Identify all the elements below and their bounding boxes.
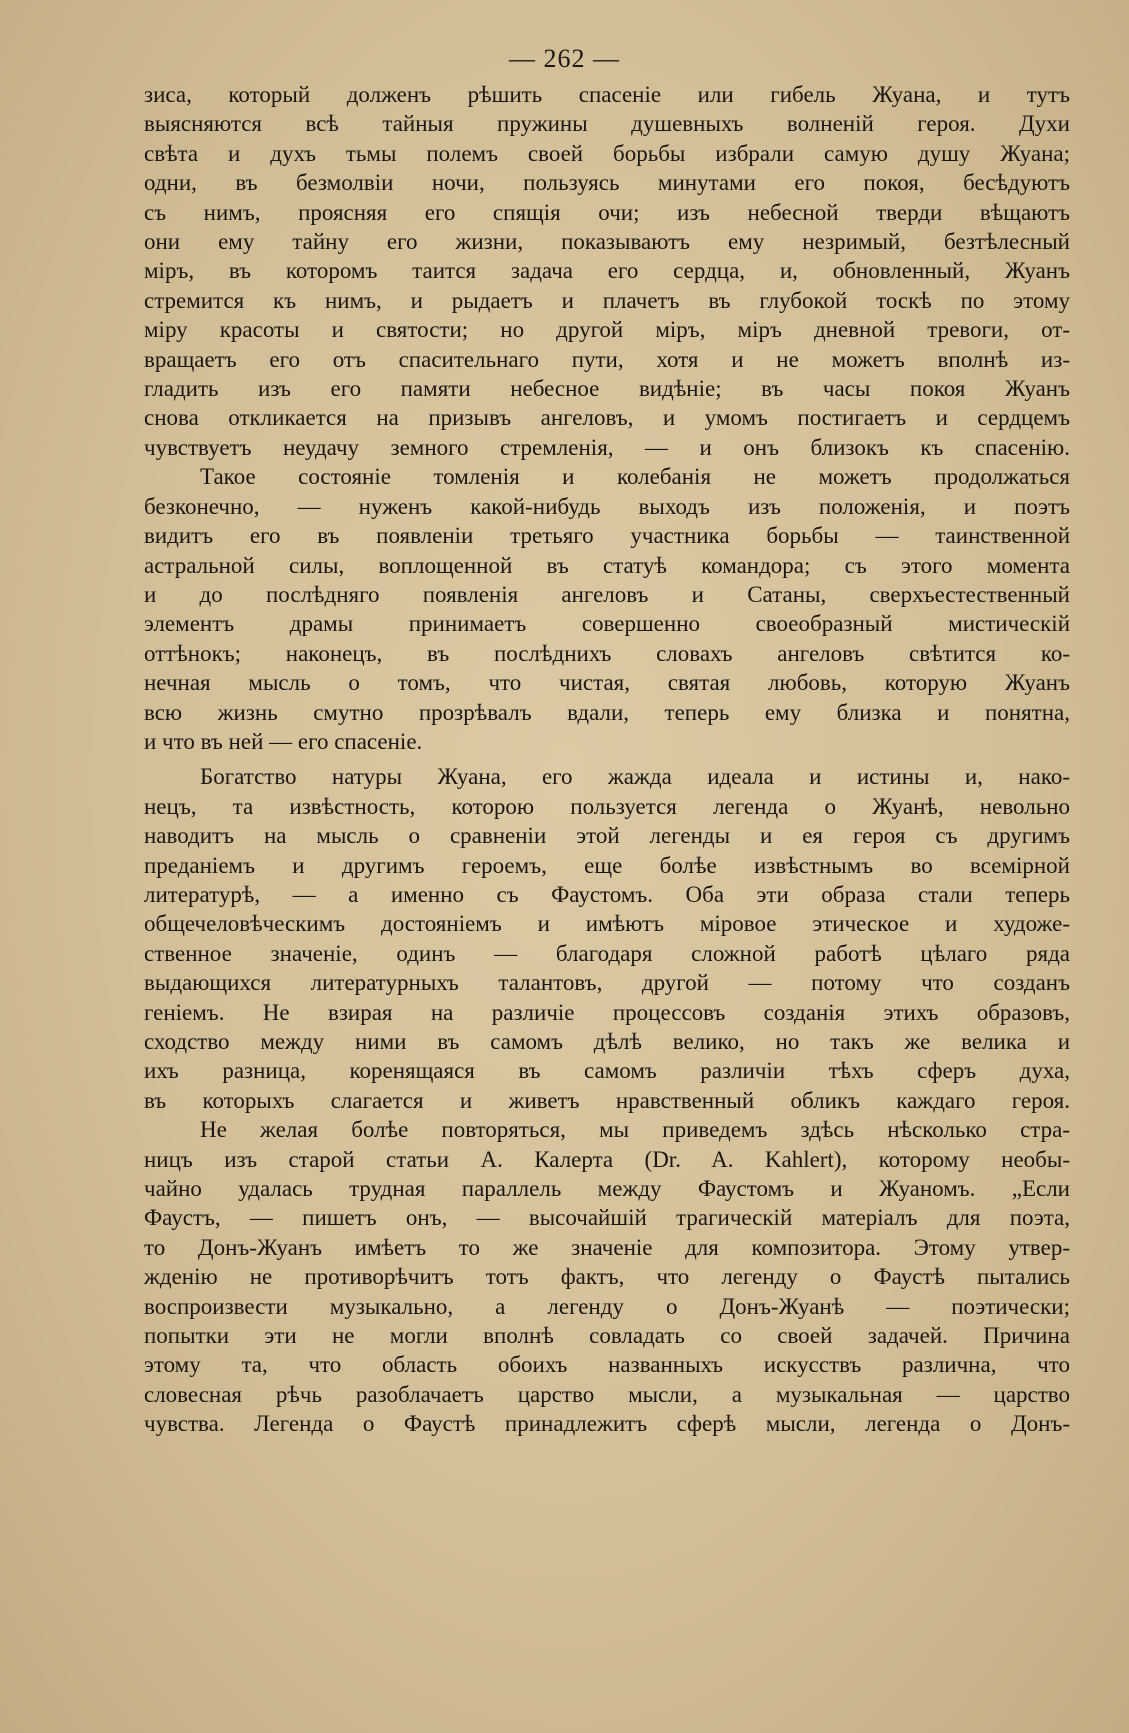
paragraph-2 bbox=[144, 462, 1070, 756]
text-line: Фаустъ, — пишетъ онъ, — высочайшій трагическій матеріалъ для поэта, bbox=[144, 1205, 1070, 1231]
text-line: вращаетъ его отъ спасительнаго пути, хотя и не можетъ вполнѣ из- bbox=[144, 346, 1070, 372]
text-line: словесная рѣчь разоблачаетъ царство мысли, а музыкальная — царство bbox=[144, 1381, 1070, 1407]
text-line: нецъ, та извѣстность, которою пользуется легенда о Жуанѣ, невольно bbox=[144, 793, 1070, 819]
text-line: съ нимъ, проясняя его спящія очи; изъ небесной тверди вѣщаютъ bbox=[144, 199, 1070, 225]
text-line: наводитъ на мысль о сравненіи этой легенды и ея героя съ другимъ bbox=[144, 823, 1070, 849]
text-line: чувства. Легенда о Фаустѣ принадлежитъ сферѣ мысли, легенда о Донъ- bbox=[144, 1411, 1070, 1437]
text-line: воспроизвести музыкально, а легенду о Донъ-Жуанѣ — поэтически; bbox=[144, 1293, 1070, 1319]
text-line: геніемъ. Не взирая на различіе процессовъ созданія этихъ образовъ, bbox=[144, 999, 1070, 1025]
text-line: выясняются всѣ тайныя пружины душевныхъ волненій героя. Духи bbox=[144, 111, 1070, 137]
text-line: ницъ изъ старой статьи А. Калерта (Dr. A. Kahlert), которому необы- bbox=[144, 1146, 1070, 1172]
text-line: нечная мысль о томъ, что чистая, святая любовь, которую Жуанъ bbox=[144, 670, 1070, 696]
text-line: видитъ его въ появленіи третьяго участника борьбы — таинственной bbox=[144, 523, 1070, 549]
text-line: свѣта и духъ тьмы полемъ своей борьбы избрали самую душу Жуана; bbox=[144, 140, 1070, 166]
text-line: Такое состояніе томленія и колебанія не можетъ продолжаться bbox=[200, 464, 1070, 490]
text-line: всю жизнь смутно прозрѣвалъ вдали, теперь ему близка и понятна, bbox=[144, 699, 1070, 725]
text-line: они ему тайну его жизни, показываютъ ему незримый, безтѣлесный bbox=[144, 229, 1070, 255]
text-line: жденію не противорѣчитъ тотъ фактъ, что легенду о Фаустѣ пытались bbox=[144, 1264, 1070, 1290]
text-line: попытки эти не могли вполнѣ совладать со своей задачей. Причина bbox=[144, 1323, 1070, 1349]
text-line: гладить изъ его памяти небесное видѣніе; въ часы покоя Жуанъ bbox=[144, 376, 1070, 402]
text-line: и до послѣдняго появленія ангеловъ и Сатаны, сверхъестественный bbox=[144, 581, 1070, 607]
text-line: въ которыхъ слагается и живетъ нравственный обликъ каждаго героя. bbox=[144, 1087, 1070, 1113]
text-line: ственное значеніе, одинъ — благодаря сложной работѣ цѣлаго ряда bbox=[144, 940, 1070, 966]
page-number: — 262 — bbox=[509, 44, 620, 73]
text-line: одни, въ безмолвіи ночи, пользуясь минутами его покоя, бесѣдуютъ bbox=[144, 170, 1070, 196]
text-line: литературѣ, — а именно съ Фаустомъ. Оба эти образа стали теперь bbox=[144, 881, 1070, 907]
text-line: зиса, который долженъ рѣшить спасеніе или гибель Жуана, и тутъ bbox=[144, 82, 1070, 107]
text-line: то Донъ-Жуанъ имѣетъ то же значеніе для композитора. Этому утвер- bbox=[144, 1234, 1070, 1260]
text-line: чайно удалась трудная параллель между Фаустомъ и Жуаномъ. „Если bbox=[144, 1176, 1070, 1202]
text-line: чувствуетъ неудачу земного стремленія, — и онъ близокъ къ спасенію. bbox=[144, 434, 1070, 460]
text-line: элементъ драмы принимаетъ совершенно своеобразный мистическій bbox=[144, 611, 1070, 637]
text-line: выдающихся литературныхъ талантовъ, другой — потому что созданъ bbox=[144, 970, 1070, 996]
paragraph-1 bbox=[144, 80, 1070, 462]
paragraph-3 bbox=[144, 762, 1070, 1115]
text-line: ихъ разница, коренящаяся въ самомъ различіи тѣхъ сферъ духа, bbox=[144, 1058, 1070, 1084]
text-line: оттѣнокъ; наконецъ, въ послѣднихъ словахъ ангеловъ свѣтится ко- bbox=[144, 640, 1070, 666]
paragraph-4 bbox=[144, 1115, 1070, 1438]
text-line: общечеловѣческимъ достояніемъ и имѣютъ міровое этическое и художе- bbox=[144, 911, 1070, 937]
text-line: астральной силы, воплощенной въ статуѣ командора; съ этого момента bbox=[144, 552, 1070, 578]
text-line: Богатство натуры Жуана, его жажда идеала и истины и, нако- bbox=[200, 764, 1070, 790]
text-line: и что въ ней — его спасеніе. bbox=[144, 728, 423, 754]
text-line: снова откликается на призывъ ангеловъ, и умомъ постигаетъ и сердцемъ bbox=[144, 405, 1070, 431]
body-text bbox=[144, 80, 1070, 1439]
text-line: міръ, въ которомъ таится задача его сердца, и, обновленный, Жуанъ bbox=[144, 258, 1070, 284]
text-line: безконечно, — нуженъ какой-нибудь выходъ изъ положенія, и поэтъ bbox=[144, 493, 1070, 519]
text-line: преданіемъ и другимъ героемъ, еще болѣе извѣстнымъ во всемірной bbox=[144, 852, 1070, 878]
text-line: Не желая болѣе повторяться, мы приведемъ здѣсь нѣсколько стра- bbox=[200, 1117, 1070, 1143]
text-line: сходство между ними въ самомъ дѣлѣ велико, но такъ же велика и bbox=[144, 1029, 1070, 1054]
text-line: міру красоты и святости; но другой міръ, міръ дневной тревоги, от- bbox=[144, 317, 1070, 343]
text-line: стремится къ нимъ, и рыдаетъ и плачетъ въ глубокой тоскѣ по этому bbox=[144, 287, 1070, 313]
text-line: этому та, что область обоихъ названныхъ искусствъ различна, что bbox=[144, 1352, 1070, 1378]
